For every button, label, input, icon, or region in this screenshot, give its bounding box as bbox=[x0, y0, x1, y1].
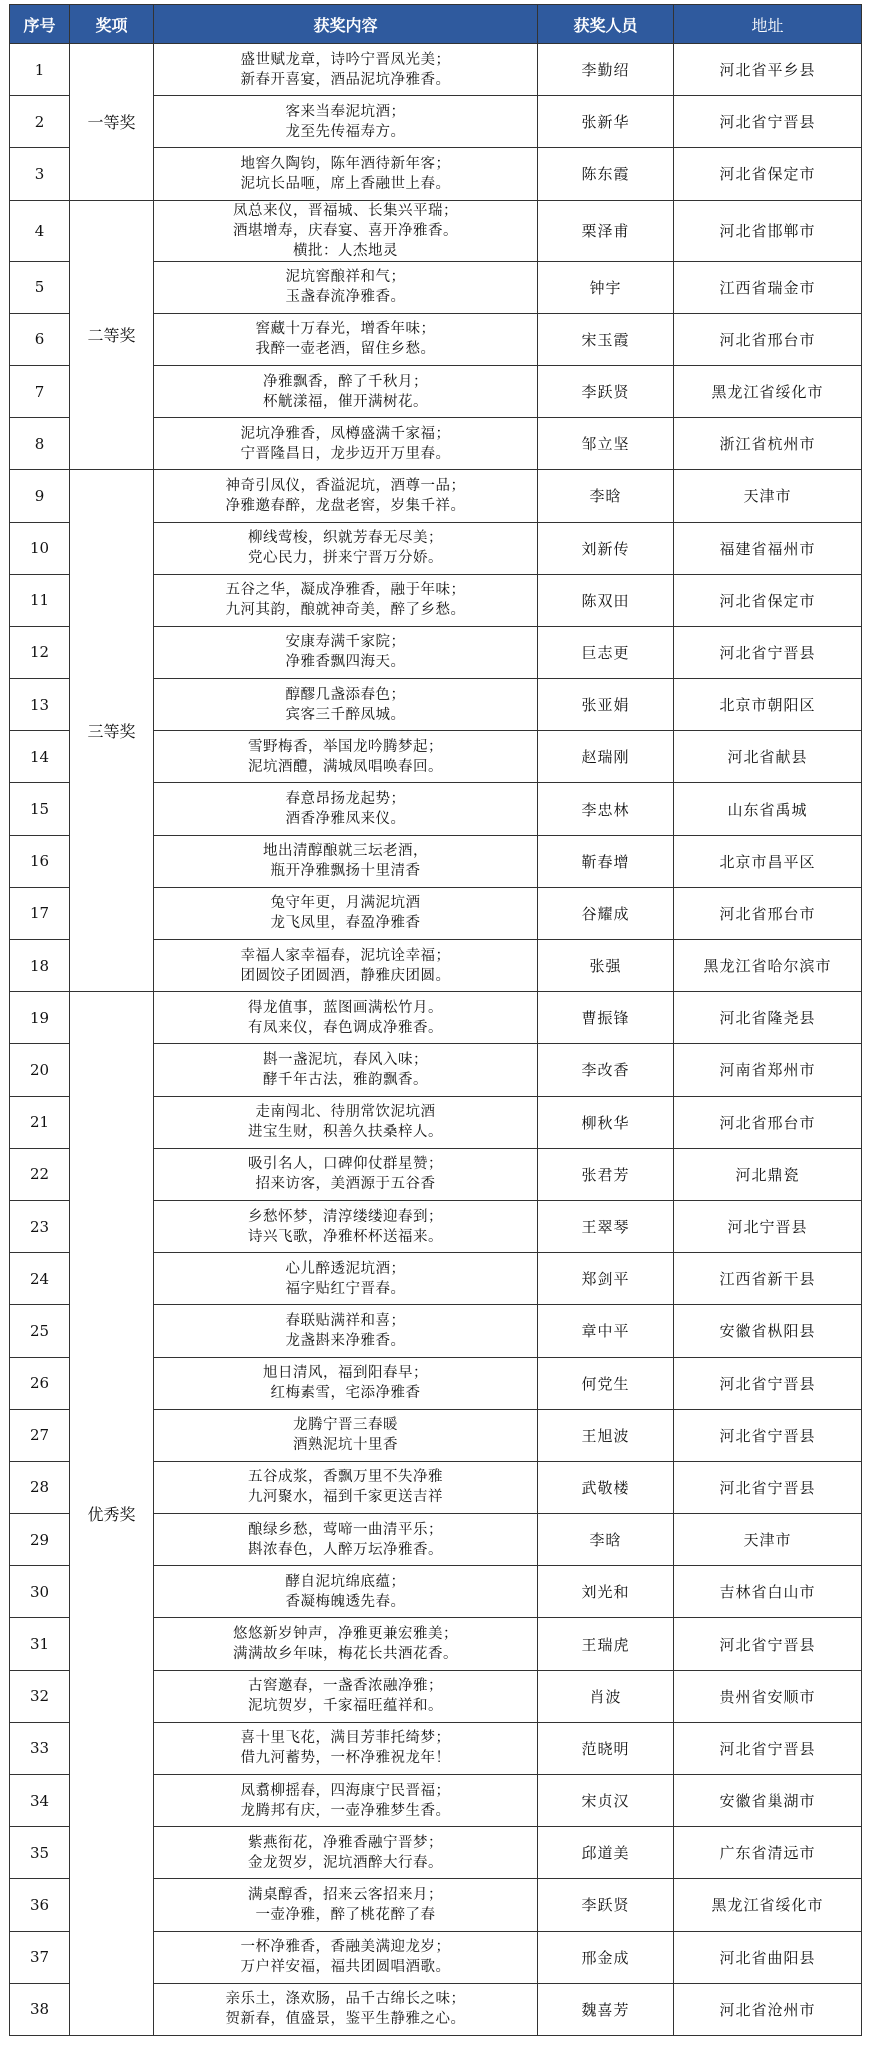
winner-name: 靳春增 bbox=[538, 835, 674, 887]
winner-address: 贵州省安顺市 bbox=[674, 1670, 862, 1722]
couplet-line: 心儿醉透泥坑酒； bbox=[285, 1260, 406, 1277]
couplet-line: 进宝生财，积善久扶桑梓人。 bbox=[248, 1124, 443, 1141]
winner-address: 河北省献县 bbox=[674, 731, 862, 783]
couplet-line: 宁晋隆昌日，龙步迈开万里春。 bbox=[240, 445, 451, 462]
couplet-line: 酒香净雅凤来仪。 bbox=[285, 811, 406, 828]
award-content bbox=[154, 1305, 538, 1357]
couplet-line: 万户祥安福，福共团圆唱酒歌。 bbox=[240, 1959, 451, 1976]
award-content bbox=[154, 679, 538, 731]
award-content bbox=[154, 783, 538, 835]
couplet-line: 古窖邀春，一盏香浓融净雅； bbox=[248, 1678, 443, 1695]
winner-name: 钟宇 bbox=[538, 261, 674, 313]
couplet-line: 悠悠新岁钟声，净雅更兼宏雅美； bbox=[233, 1626, 458, 1643]
row-number: 13 bbox=[10, 679, 70, 731]
winner-name: 李跃贤 bbox=[538, 1879, 674, 1931]
row-number: 24 bbox=[10, 1253, 70, 1305]
couplet-line: 龙腾邦有庆，一壶净雅梦生香。 bbox=[240, 1802, 451, 1819]
table-row bbox=[10, 200, 862, 261]
couplet-line: 地窖久陶钧，陈年酒待新年客； bbox=[240, 155, 451, 172]
winner-name: 谷耀成 bbox=[538, 887, 674, 939]
winner-name: 宋玉霞 bbox=[538, 313, 674, 365]
row-number: 19 bbox=[10, 992, 70, 1044]
couplet-line: 泥坑窖酿祥和气； bbox=[285, 269, 406, 286]
winner-name: 章中平 bbox=[538, 1305, 674, 1357]
winner-address: 北京市朝阳区 bbox=[674, 679, 862, 731]
couplet-line: 宾客三千醉凤城。 bbox=[285, 706, 406, 723]
winner-name: 邢金成 bbox=[538, 1931, 674, 1983]
header-row bbox=[10, 5, 862, 44]
winner-name: 陈东霞 bbox=[538, 148, 674, 200]
header-address: 地址 bbox=[674, 5, 862, 44]
winner-name: 郑剑平 bbox=[538, 1253, 674, 1305]
couplet-line: 旭日清风，福到阳春早； bbox=[263, 1365, 428, 1382]
couplet-line: 福字贴红宁晋春。 bbox=[285, 1280, 406, 1297]
couplet-line: 净雅飘香，醉了千秋月； bbox=[263, 373, 428, 390]
couplet-line: 新春开喜宴，酒品泥坑净雅香。 bbox=[240, 71, 451, 88]
winner-name: 魏喜芳 bbox=[538, 1983, 674, 2035]
winner-name: 李晗 bbox=[538, 1514, 674, 1566]
couplet-line: 酵自泥坑绵底蕴； bbox=[285, 1573, 406, 1590]
table-row bbox=[10, 992, 862, 1044]
couplet-line: 走南闯北、待朋常饮泥坑酒 bbox=[255, 1104, 436, 1121]
winner-address: 江西省瑞金市 bbox=[674, 261, 862, 313]
row-number: 9 bbox=[10, 470, 70, 522]
winner-address: 河北省沧州市 bbox=[674, 1983, 862, 2035]
winner-address: 河北省邢台市 bbox=[674, 313, 862, 365]
winner-address: 河北省宁晋县 bbox=[674, 1461, 862, 1513]
winner-address: 河北省邯郸市 bbox=[674, 200, 862, 261]
award-content bbox=[154, 1409, 538, 1461]
couplet-line: 酒熟泥坑十里香 bbox=[293, 1437, 398, 1454]
winner-address: 河南省郑州市 bbox=[674, 1044, 862, 1096]
couplet-line: 泥坑长品咂，席上香融世上春。 bbox=[240, 175, 451, 192]
winner-name: 李改香 bbox=[538, 1044, 674, 1096]
row-number: 33 bbox=[10, 1722, 70, 1774]
couplet-line: 满满故乡年味，梅花长共酒花香。 bbox=[233, 1646, 458, 1663]
winner-name: 张亚娟 bbox=[538, 679, 674, 731]
couplet-line: 净雅邀春醉，龙盘老窖，岁集千祥。 bbox=[225, 497, 466, 514]
couplet-line: 龙至先传福寿方。 bbox=[285, 123, 406, 140]
couplet-line: 杯觥漾福，催开满树花。 bbox=[263, 393, 428, 410]
row-number: 38 bbox=[10, 1983, 70, 2035]
winner-name: 刘光和 bbox=[538, 1566, 674, 1618]
couplet-line: 瓶开净雅飘扬十里清香 bbox=[270, 863, 421, 880]
table-body bbox=[10, 44, 862, 2036]
couplet-line: 横批：人杰地灵 bbox=[293, 242, 398, 259]
award-content bbox=[154, 1722, 538, 1774]
couplet-line: 亲乐土，涤欢肠，品千古绵长之味； bbox=[225, 1991, 466, 2008]
couplet-line: 借九河蓄势，一杯净雅祝龙年！ bbox=[240, 1750, 451, 1767]
couplet-line: 柳线莺梭，织就芳春无尽美； bbox=[248, 530, 443, 547]
award-content bbox=[154, 835, 538, 887]
award-content bbox=[154, 1461, 538, 1513]
winner-name: 邹立坚 bbox=[538, 418, 674, 470]
row-number: 34 bbox=[10, 1775, 70, 1827]
winner-address: 河北省宁晋县 bbox=[674, 96, 862, 148]
award-content bbox=[154, 1096, 538, 1148]
couplet-line: 吸引名人，口碑仰仗群星赞； bbox=[248, 1156, 443, 1173]
award-content bbox=[154, 574, 538, 626]
row-number: 32 bbox=[10, 1670, 70, 1722]
couplet-line: 九河聚水，福到千家更送吉祥 bbox=[248, 1489, 443, 1506]
winner-name: 李跃贤 bbox=[538, 365, 674, 417]
couplet-line: 我醉一壶老酒，留住乡愁。 bbox=[255, 341, 436, 358]
award-content bbox=[154, 1200, 538, 1252]
couplet-line: 贺新春，值盛景，鉴平生静雅之心。 bbox=[225, 2011, 466, 2028]
winner-name: 何党生 bbox=[538, 1357, 674, 1409]
award-content bbox=[154, 1044, 538, 1096]
row-number: 15 bbox=[10, 783, 70, 835]
header-content: 获奖内容 bbox=[154, 5, 538, 44]
award-level: 二等奖 bbox=[70, 200, 154, 470]
award-content bbox=[154, 96, 538, 148]
row-number: 10 bbox=[10, 522, 70, 574]
row-number: 1 bbox=[10, 44, 70, 96]
winner-address: 北京市昌平区 bbox=[674, 835, 862, 887]
winner-name: 肖波 bbox=[538, 1670, 674, 1722]
row-number: 28 bbox=[10, 1461, 70, 1513]
award-content bbox=[154, 313, 538, 365]
row-number: 11 bbox=[10, 574, 70, 626]
row-number: 2 bbox=[10, 96, 70, 148]
winner-address: 河北省邢台市 bbox=[674, 1096, 862, 1148]
winner-name: 武敬楼 bbox=[538, 1461, 674, 1513]
row-number: 37 bbox=[10, 1931, 70, 1983]
couplet-line: 春意昂扬龙起势； bbox=[285, 791, 406, 808]
couplet-line: 招来访客，美酒源于五谷香 bbox=[255, 1176, 436, 1193]
row-number: 22 bbox=[10, 1148, 70, 1200]
award-content bbox=[154, 626, 538, 678]
row-number: 4 bbox=[10, 200, 70, 261]
award-content bbox=[154, 992, 538, 1044]
couplet-line: 斟浓春色，人醉万坛净雅香。 bbox=[248, 1541, 443, 1558]
couplet-line: 一杯净雅香，香融美满迎龙岁； bbox=[240, 1939, 451, 1956]
award-content bbox=[154, 365, 538, 417]
award-content bbox=[154, 887, 538, 939]
couplet-line: 春联贴满祥和喜； bbox=[285, 1312, 406, 1329]
winner-name: 巨志更 bbox=[538, 626, 674, 678]
winner-address: 安徽省枞阳县 bbox=[674, 1305, 862, 1357]
row-number: 36 bbox=[10, 1879, 70, 1931]
couplet-line: 一壶净雅，醉了桃花醉了春 bbox=[255, 1906, 436, 1923]
award-content bbox=[154, 261, 538, 313]
table-row bbox=[10, 470, 862, 522]
couplet-line: 紫燕衔花，净雅香融宁晋梦； bbox=[248, 1834, 443, 1851]
couplet-line: 客来当奉泥坑酒； bbox=[285, 103, 406, 120]
couplet-line: 满桌醇香，招来云客招来月； bbox=[248, 1886, 443, 1903]
winner-address: 安徽省巢湖市 bbox=[674, 1775, 862, 1827]
award-content bbox=[154, 1618, 538, 1670]
winner-address: 河北省宁晋县 bbox=[674, 1618, 862, 1670]
winner-address: 黑龙江省哈尔滨市 bbox=[674, 940, 862, 992]
award-content bbox=[154, 1931, 538, 1983]
winner-address: 福建省福州市 bbox=[674, 522, 862, 574]
table-row bbox=[10, 44, 862, 96]
row-number: 6 bbox=[10, 313, 70, 365]
couplet-line: 得龙值事，蓝图画满松竹月。 bbox=[248, 999, 443, 1016]
winner-name: 李勤绍 bbox=[538, 44, 674, 96]
winner-address: 河北省平乡县 bbox=[674, 44, 862, 96]
row-number: 18 bbox=[10, 940, 70, 992]
winner-address: 河北宁晋县 bbox=[674, 1200, 862, 1252]
award-level: 优秀奖 bbox=[70, 992, 154, 2036]
couplet-line: 神奇引凤仪，香溢泥坑，酒尊一品； bbox=[225, 477, 466, 494]
row-number: 14 bbox=[10, 731, 70, 783]
award-content bbox=[154, 418, 538, 470]
winner-name: 刘新传 bbox=[538, 522, 674, 574]
couplet-line: 凤翥柳摇春，四海康宁民晋福； bbox=[240, 1782, 451, 1799]
couplet-line: 地出清醇酿就三坛老酒， bbox=[263, 843, 428, 860]
winner-name: 范晓明 bbox=[538, 1722, 674, 1774]
couplet-line: 雪野梅香，举国龙吟腾梦起； bbox=[248, 738, 443, 755]
winner-name: 李晗 bbox=[538, 470, 674, 522]
award-level: 三等奖 bbox=[70, 470, 154, 992]
couplet-line: 有凤来仪，春色调成净雅香。 bbox=[248, 1019, 443, 1036]
couplet-line: 五谷成浆，香飘万里不失净雅 bbox=[248, 1469, 443, 1486]
couplet-line: 酒堪增寿，庆春宴、喜开净雅香。 bbox=[233, 222, 458, 239]
award-content bbox=[154, 1670, 538, 1722]
row-number: 16 bbox=[10, 835, 70, 887]
award-content bbox=[154, 940, 538, 992]
row-number: 5 bbox=[10, 261, 70, 313]
winner-address: 河北省宁晋县 bbox=[674, 1722, 862, 1774]
header-winner: 获奖人员 bbox=[538, 5, 674, 44]
winner-name: 柳秋华 bbox=[538, 1096, 674, 1148]
winner-name: 邱道美 bbox=[538, 1827, 674, 1879]
winner-name: 李忠林 bbox=[538, 783, 674, 835]
award-content bbox=[154, 522, 538, 574]
winner-name: 张新华 bbox=[538, 96, 674, 148]
row-number: 25 bbox=[10, 1305, 70, 1357]
couplet-line: 窖藏十万春光，增香年味； bbox=[255, 321, 436, 338]
award-content bbox=[154, 1357, 538, 1409]
couplet-line: 醇醪几盏添春色； bbox=[285, 686, 406, 703]
row-number: 30 bbox=[10, 1566, 70, 1618]
award-content bbox=[154, 1827, 538, 1879]
winner-name: 张君芳 bbox=[538, 1148, 674, 1200]
couplet-line: 兔守年更，月满泥坑酒 bbox=[270, 895, 421, 912]
award-content bbox=[154, 1514, 538, 1566]
row-number: 29 bbox=[10, 1514, 70, 1566]
winner-name: 曹振锋 bbox=[538, 992, 674, 1044]
winner-address: 广东省清远市 bbox=[674, 1827, 862, 1879]
award-content bbox=[154, 1148, 538, 1200]
couplet-line: 酿绿乡愁，莺啼一曲清平乐； bbox=[248, 1521, 443, 1538]
winner-address: 河北省邢台市 bbox=[674, 887, 862, 939]
winner-address: 山东省禹城 bbox=[674, 783, 862, 835]
couplet-line: 龙腾宁晋三春暖 bbox=[293, 1417, 398, 1434]
winner-address: 河北省保定市 bbox=[674, 148, 862, 200]
row-number: 31 bbox=[10, 1618, 70, 1670]
header-award: 奖项 bbox=[70, 5, 154, 44]
couplet-line: 团圆饺子团圆酒，静雅庆团圆。 bbox=[240, 967, 451, 984]
row-number: 20 bbox=[10, 1044, 70, 1096]
row-number: 26 bbox=[10, 1357, 70, 1409]
couplet-line: 龙飞凤里，春盈净雅香 bbox=[270, 915, 421, 932]
winner-name: 王旭波 bbox=[538, 1409, 674, 1461]
winner-name: 张强 bbox=[538, 940, 674, 992]
row-number: 3 bbox=[10, 148, 70, 200]
winner-name: 宋贞汉 bbox=[538, 1775, 674, 1827]
winner-address: 天津市 bbox=[674, 1514, 862, 1566]
couplet-line: 乡愁怀梦，清淳缕缕迎春到； bbox=[248, 1208, 443, 1225]
award-content bbox=[154, 1566, 538, 1618]
row-number: 27 bbox=[10, 1409, 70, 1461]
winner-address: 江西省新干县 bbox=[674, 1253, 862, 1305]
winner-address: 天津市 bbox=[674, 470, 862, 522]
winner-address: 吉林省白山市 bbox=[674, 1566, 862, 1618]
couplet-line: 凤总来仪，晋福城、长集兴平瑞； bbox=[233, 202, 458, 219]
winner-address: 河北省宁晋县 bbox=[674, 1357, 862, 1409]
couplet-line: 五谷之华，凝成净雅香，融于年味； bbox=[225, 582, 466, 599]
winner-address: 河北鼎瓷 bbox=[674, 1148, 862, 1200]
award-content bbox=[154, 44, 538, 96]
couplet-line: 党心民力，拼来宁晋万分娇。 bbox=[248, 550, 443, 567]
couplet-line: 九河其韵，酿就神奇美，醉了乡愁。 bbox=[225, 602, 466, 619]
award-content bbox=[154, 200, 538, 261]
winner-address: 河北省保定市 bbox=[674, 574, 862, 626]
winner-address: 黑龙江省绥化市 bbox=[674, 365, 862, 417]
award-content bbox=[154, 1983, 538, 2035]
award-content bbox=[154, 1879, 538, 1931]
couplet-line: 香凝梅魄透先春。 bbox=[285, 1593, 406, 1610]
header-no: 序号 bbox=[10, 5, 70, 44]
row-number: 17 bbox=[10, 887, 70, 939]
couplet-line: 泥坑净雅香，凤樽盛满千家福； bbox=[240, 425, 451, 442]
award-content bbox=[154, 1253, 538, 1305]
couplet-line: 龙盏斟来净雅香。 bbox=[285, 1332, 406, 1349]
row-number: 35 bbox=[10, 1827, 70, 1879]
couplet-line: 斟一盏泥坑，春风入味； bbox=[263, 1051, 428, 1068]
award-level: 一等奖 bbox=[70, 44, 154, 201]
row-number: 8 bbox=[10, 418, 70, 470]
awards-table bbox=[9, 4, 862, 2036]
couplet-line: 金龙贺岁，泥坑酒醉大行春。 bbox=[248, 1854, 443, 1871]
row-number: 21 bbox=[10, 1096, 70, 1148]
row-number: 23 bbox=[10, 1200, 70, 1252]
couplet-line: 泥坑贺岁，千家福旺蕴祥和。 bbox=[248, 1698, 443, 1715]
award-content bbox=[154, 731, 538, 783]
winner-name: 栗泽甫 bbox=[538, 200, 674, 261]
winner-address: 河北省曲阳县 bbox=[674, 1931, 862, 1983]
couplet-line: 喜十里飞花，满目芳菲托绮梦； bbox=[240, 1730, 451, 1747]
winner-address: 河北省宁晋县 bbox=[674, 626, 862, 678]
winner-address: 浙江省杭州市 bbox=[674, 418, 862, 470]
winner-address: 河北省宁晋县 bbox=[674, 1409, 862, 1461]
couplet-line: 净雅香飘四海天。 bbox=[285, 654, 406, 671]
couplet-line: 诗兴飞歌，净雅杯杯送福来。 bbox=[248, 1228, 443, 1245]
couplet-line: 红梅素雪，宅添净雅香 bbox=[270, 1385, 421, 1402]
couplet-line: 玉盏春流净雅香。 bbox=[285, 289, 406, 306]
winner-name: 王瑞虎 bbox=[538, 1618, 674, 1670]
couplet-line: 泥坑酒醴，满城凤唱唤春回。 bbox=[248, 758, 443, 775]
couplet-line: 幸福人家幸福春，泥坑诠幸福； bbox=[240, 947, 451, 964]
row-number: 7 bbox=[10, 365, 70, 417]
award-content bbox=[154, 1775, 538, 1827]
couplet-line: 安康寿满千家院； bbox=[285, 634, 406, 651]
winner-address: 黑龙江省绥化市 bbox=[674, 1879, 862, 1931]
couplet-line: 酵千年古法，雅韵飘香。 bbox=[263, 1071, 428, 1088]
winner-name: 赵瑞刚 bbox=[538, 731, 674, 783]
winner-name: 王翠琴 bbox=[538, 1200, 674, 1252]
winner-name: 陈双田 bbox=[538, 574, 674, 626]
winner-address: 河北省隆尧县 bbox=[674, 992, 862, 1044]
award-content bbox=[154, 470, 538, 522]
row-number: 12 bbox=[10, 626, 70, 678]
couplet-line: 盛世赋龙章，诗吟宁晋凤光美； bbox=[240, 51, 451, 68]
award-content bbox=[154, 148, 538, 200]
